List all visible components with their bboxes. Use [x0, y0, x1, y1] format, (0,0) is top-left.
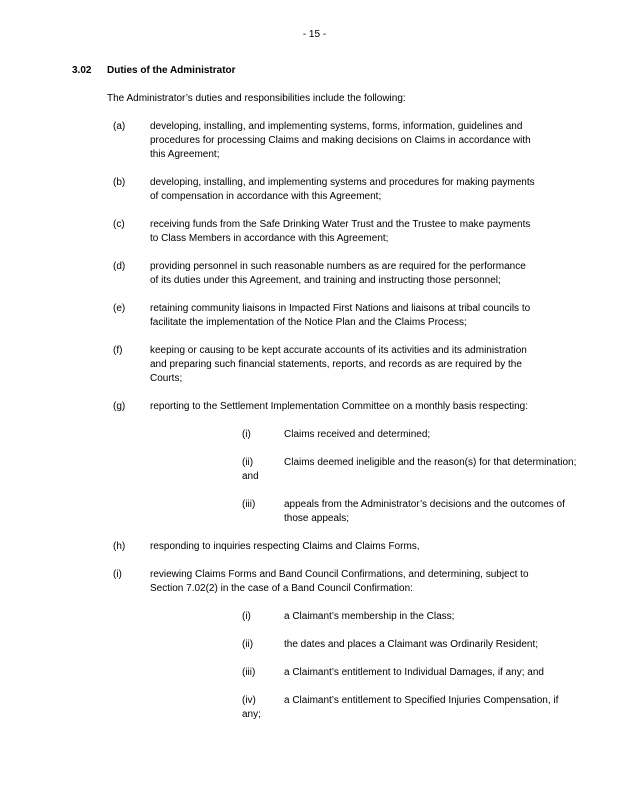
item-label: (e) — [113, 303, 126, 314]
list-item-b — [113, 176, 557, 204]
item-label: (a) — [113, 121, 126, 132]
continuation-line: and — [242, 471, 259, 482]
sub-item-text: Claims received and determined; — [284, 429, 431, 440]
item-text: keeping or causing to be kept accurate accounts of its activities and its administration and preparing such financial statements, reports, and records as are required by the Courts; — [150, 345, 527, 384]
sub-item-label: (iv) — [242, 695, 256, 706]
sub-list-item-g-iii — [242, 498, 565, 526]
list-item-g — [113, 400, 557, 414]
sub-item-text: a Claimant’s entitlement to Specified Injuries Compensation, if — [284, 695, 559, 706]
intro-paragraph: The Administrator’s duties and responsibilities include the following: — [107, 93, 406, 104]
sub-list-item-i-iv — [242, 694, 557, 708]
section-title: Duties of the Administrator — [107, 65, 236, 76]
item-label: (d) — [113, 261, 126, 272]
sub-item-label: (i) — [242, 429, 251, 440]
item-label: (f) — [113, 345, 123, 356]
item-text: reviewing Claims Forms and Band Council Confirmations, and determining, subject to Section 7.02(2) in the case of a Band Council Confirmation: — [150, 569, 529, 594]
item-text: reporting to the Settlement Implementation Committee on a monthly basis respecting: — [150, 401, 528, 412]
sub-list-item-g-i — [242, 428, 557, 442]
sub-item-text: a Claimant’s entitlement to Individual Damages, if any; and — [284, 667, 544, 678]
sub-item-label: (iii) — [242, 499, 256, 510]
sub-item-label: (i) — [242, 611, 251, 622]
sub-item-label: (ii) — [242, 457, 254, 468]
sub-item-text: appeals from the Administrator’s decisions and the outcomes of those appeals; — [284, 499, 565, 524]
item-text: developing, installing, and implementing systems and procedures for making payments of compensation in accordance with this Agreement; — [150, 177, 535, 202]
list-item-i — [113, 568, 557, 596]
item-label: (b) — [113, 177, 126, 188]
list-item-a — [113, 120, 557, 162]
page-number: - 15 - — [302, 29, 327, 40]
sub-list-item-i-i — [242, 610, 557, 624]
item-label: (i) — [113, 569, 122, 580]
list-item-f — [113, 344, 557, 386]
item-text: providing personnel in such reasonable numbers as are required for the performance of its duties under this Agreement, and training and instructing those personnel; — [150, 261, 526, 286]
sub-list-item-i-iii — [242, 666, 557, 680]
item-text: retaining community liaisons in Impacted First Nations and liaisons at tribal councils to facilitate the implementation of the Notice Plan and the Claims Process; — [150, 303, 531, 328]
item-text: receiving funds from the Safe Drinking Water Trust and the Trustee to make payments to Class Members in accordance with this Agreement; — [150, 219, 531, 244]
item-label: (h) — [113, 541, 126, 552]
list-item-c — [113, 218, 557, 246]
section-number: 3.02 — [72, 65, 92, 76]
item-text: developing, installing, and implementing systems, forms, information, guidelines and procedures for processing Claims and making decisions on Claims in accordance with this Agreement; — [150, 121, 531, 160]
section-heading — [72, 64, 557, 78]
list-item-h — [113, 540, 557, 554]
sub-item-text: the dates and places a Claimant was Ordinarily Resident; — [284, 639, 539, 650]
sub-item-label: (iii) — [242, 667, 256, 678]
continuation-line: any; — [242, 709, 261, 720]
sub-item-label: (ii) — [242, 639, 254, 650]
item-text: responding to inquiries respecting Claims and Claims Forms, — [150, 541, 420, 552]
item-label: (c) — [113, 219, 125, 230]
sub-item-text: a Claimant’s membership in the Class; — [284, 611, 455, 622]
sub-list-item-i-ii — [242, 638, 557, 652]
sub-item-text: Claims deemed ineligible and the reason(s) for that determination; — [284, 457, 577, 468]
list-item-e — [113, 302, 557, 330]
sub-list-item-g-ii — [242, 456, 577, 470]
item-label: (g) — [113, 401, 126, 412]
list-item-d — [113, 260, 557, 288]
